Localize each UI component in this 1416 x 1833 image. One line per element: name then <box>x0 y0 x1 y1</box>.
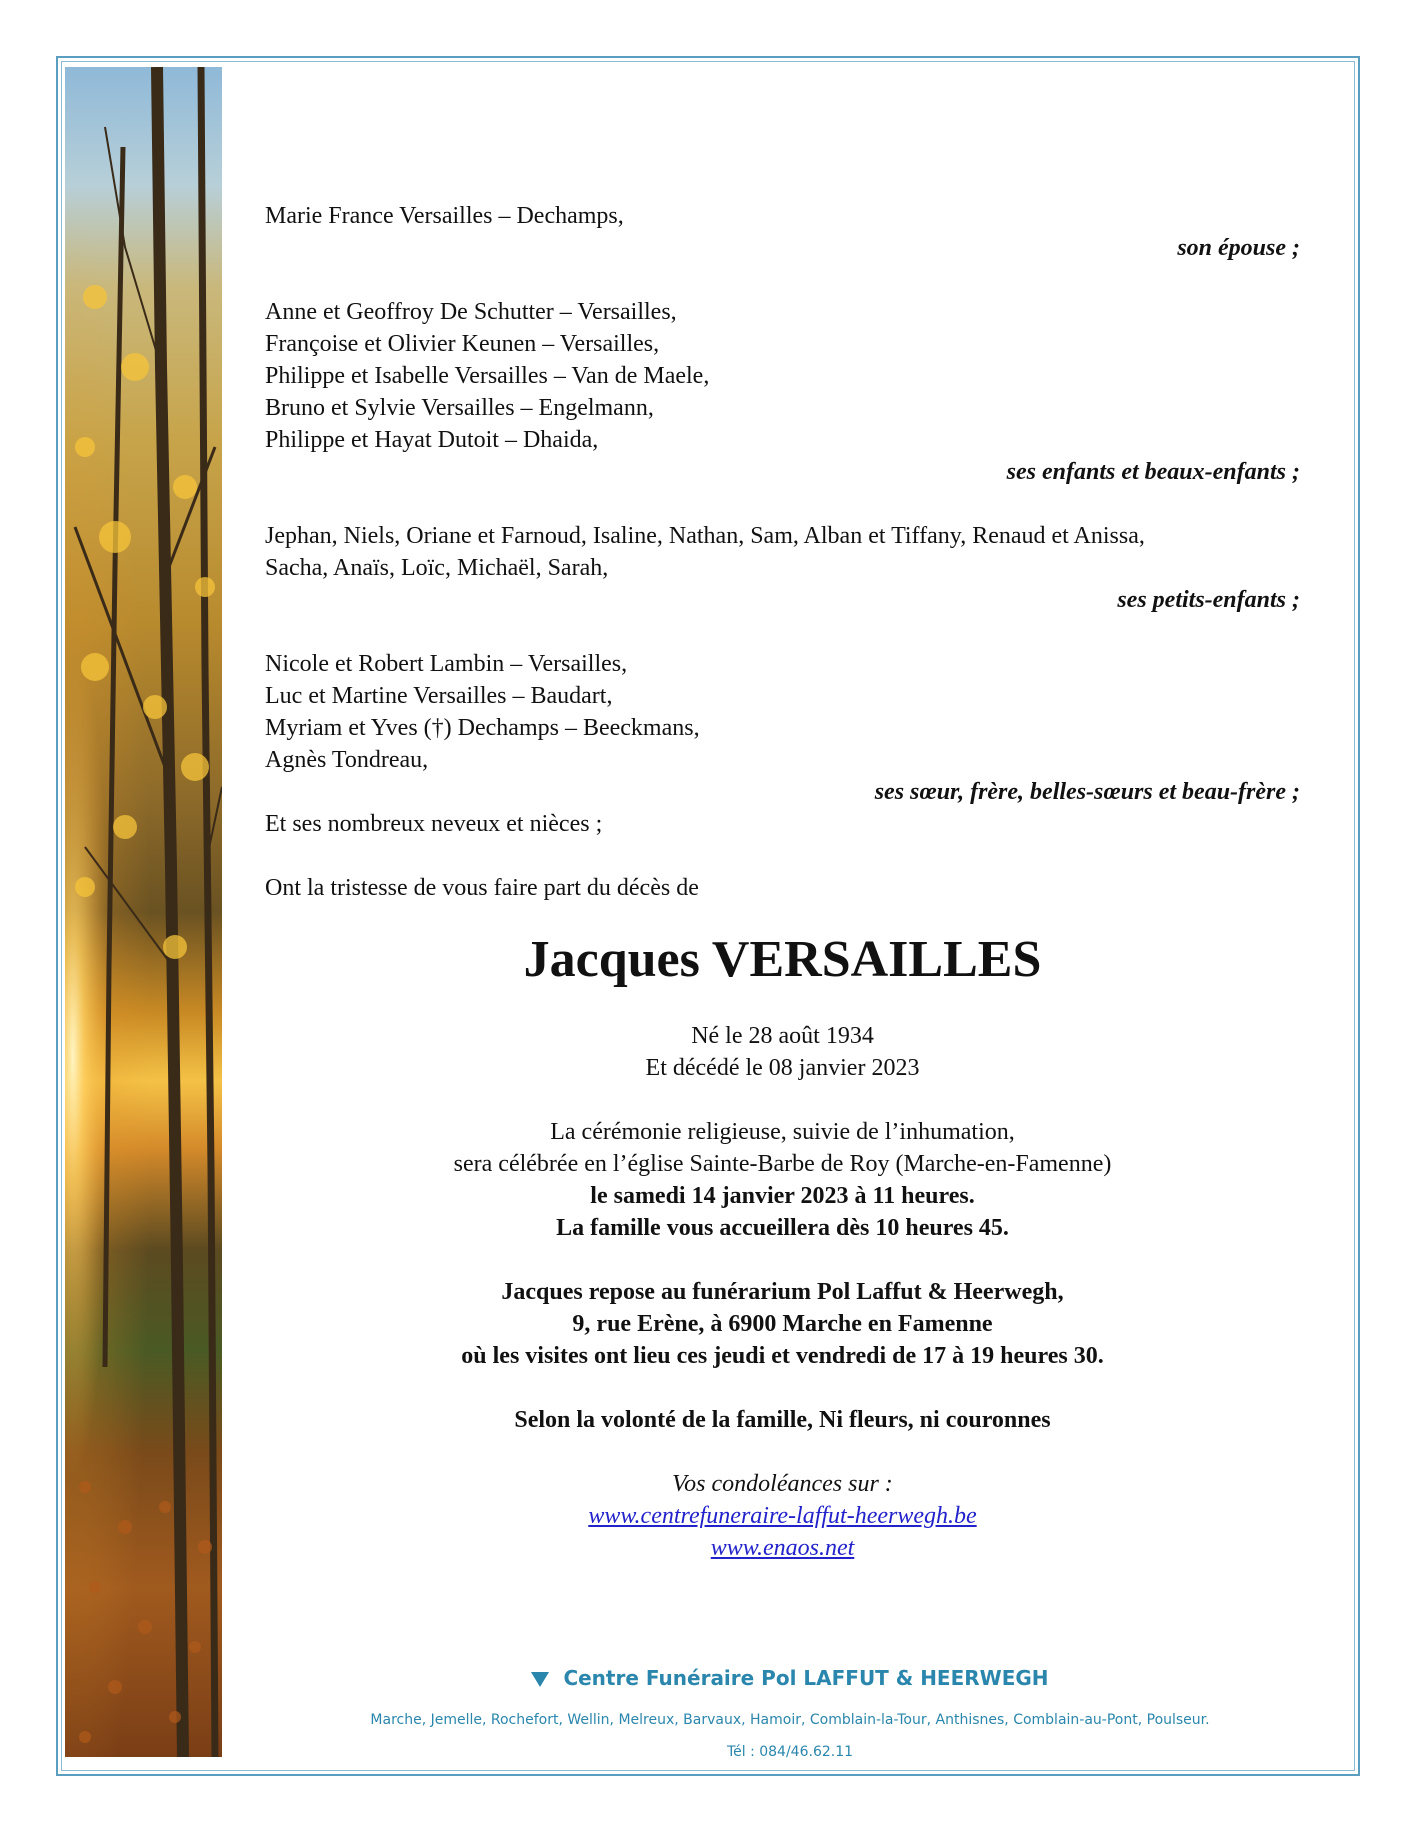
grandchildren-names: Jephan, Niels, Oriane et Farnoud, Isaline, Nathan, Sam, Alban et Tiffany, Renaud et Anissa, <box>265 523 1145 549</box>
footer-towns: Marche, Jemelle, Rochefort, Wellin, Melreux, Barvaux, Hamoir, Comblain-la-Tour, Anthisnes, Comblain-au-Pont, Poulseur. <box>370 1712 1210 1728</box>
child-name: Anne et Geoffroy De Schutter – Versailles, <box>265 299 677 325</box>
birth-date: Né le 28 août 1934 <box>691 1023 874 1049</box>
sibling-name: Nicole et Robert Lambin – Versailles, <box>265 651 628 677</box>
notice-body <box>265 200 1300 1564</box>
dates-block <box>265 1020 1300 1084</box>
rest-line-2: 9, rue Erène, à 6900 Marche en Famenne <box>572 1311 993 1337</box>
condolences-block <box>265 1468 1300 1564</box>
rest-block <box>265 1276 1300 1372</box>
relation-children: ses enfants et beaux-enfants ; <box>1006 459 1300 485</box>
footer-phone: Tél : 084/46.62.11 <box>726 1744 854 1760</box>
nephews-line: Et ses nombreux neveux et nièces ; <box>265 811 603 837</box>
relation-grandchildren: ses petits-enfants ; <box>1117 587 1300 613</box>
footer-company <box>230 1666 1350 1690</box>
grandchildren-names: Sacha, Anaïs, Loïc, Michaël, Sarah, <box>265 555 609 581</box>
condolences-link-enaos[interactable]: www.enaos.net <box>710 1535 855 1561</box>
child-name: Philippe et Hayat Dutoit – Dhaida, <box>265 427 599 453</box>
autumn-forest-image <box>65 67 222 1757</box>
sibling-name: Luc et Martine Versailles – Baudart, <box>265 683 613 709</box>
condolences-label: Vos condoléances sur : <box>672 1471 893 1497</box>
sibling-name: Myriam et Yves (†) Dechamps – Beeckmans, <box>265 715 700 741</box>
relation-spouse: son épouse ; <box>1177 235 1300 261</box>
ceremony-line-2: sera célébrée en l’église Sainte-Barbe de Roy (Marche-en-Famenne) <box>453 1151 1112 1177</box>
spouse-name: Marie France Versailles – Dechamps, <box>265 203 624 229</box>
child-name: Françoise et Olivier Keunen – Versailles, <box>265 331 660 357</box>
forest-illustration <box>65 67 222 1757</box>
ceremony-line-1: La cérémonie religieuse, suivie de l’inhumation, <box>550 1119 1015 1145</box>
announcement: Ont la tristesse de vous faire part du décès de <box>265 875 699 901</box>
triangle-down-icon <box>531 1672 549 1687</box>
relation-siblings: ses sœur, frère, belles-sœurs et beau-frère ; <box>874 779 1300 805</box>
deceased-name: Jacques VERSAILLES <box>523 931 1042 988</box>
ceremony-block <box>265 1116 1300 1244</box>
death-date: Et décédé le 08 janvier 2023 <box>645 1055 920 1081</box>
child-name: Philippe et Isabelle Versailles – Van de Maele, <box>265 363 710 389</box>
rest-line-1: Jacques repose au funérarium Pol Laffut & Heerwegh, <box>501 1279 1064 1305</box>
condolences-link-laffut[interactable]: www.centrefuneraire-laffut-heerwegh.be <box>588 1503 977 1529</box>
flowers-note: Selon la volonté de la famille, Ni fleurs, ni couronnes <box>514 1407 1051 1433</box>
ceremony-date: le samedi 14 janvier 2023 à 11 heures. <box>590 1183 975 1209</box>
flowers-block <box>265 1404 1300 1436</box>
ceremony-welcome: La famille vous accueillera dès 10 heures 45. <box>556 1215 1009 1241</box>
rest-line-3: où les visites ont lieu ces jeudi et vendredi de 17 à 19 heures 30. <box>461 1343 1104 1369</box>
sibling-name: Agnès Tondreau, <box>265 747 429 773</box>
child-name: Bruno et Sylvie Versailles – Engelmann, <box>265 395 654 421</box>
company-name: Centre Funéraire Pol LAFFUT & HEERWEGH <box>563 1666 1049 1690</box>
